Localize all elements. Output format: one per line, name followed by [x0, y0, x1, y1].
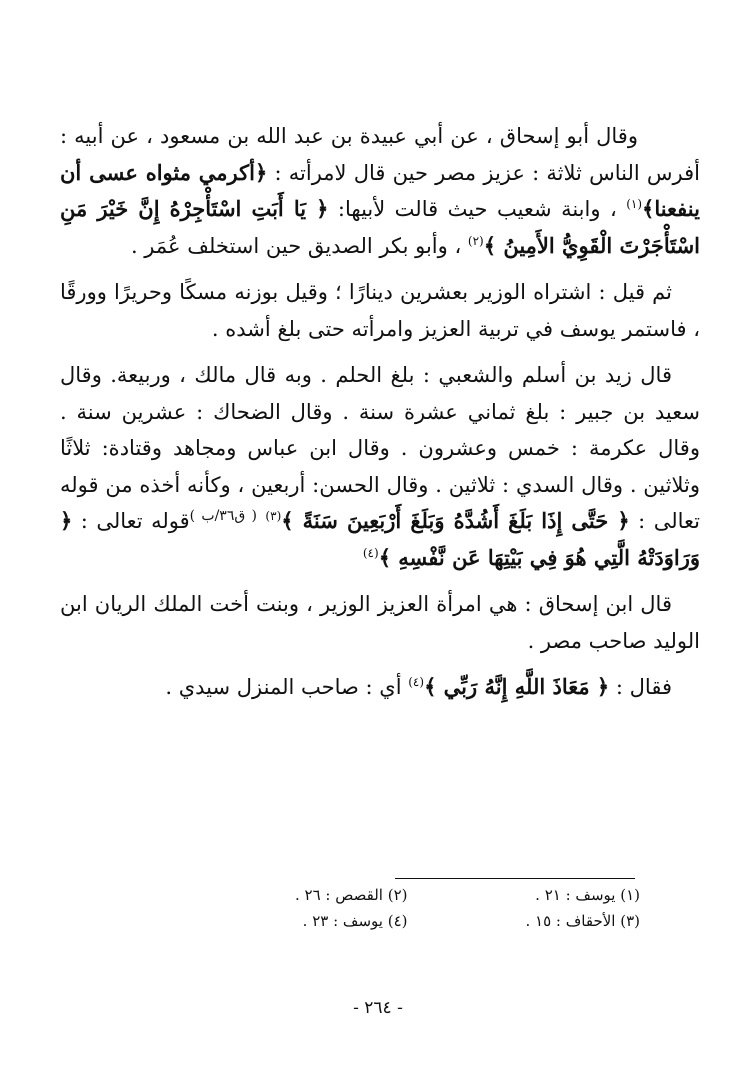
quran-verse-3: ﴿ حَتَّى إِذَا بَلَغَ أَشُدَّهُ وَبَلَغَ أَرْبَعِينَ سَنَةً ﴾: [281, 508, 630, 533]
quran-verse-2: ﴿ يَا أَبَتِ اسْتَأْجِرْهُ إِنَّ خَيْرَ مَنِ اسْتَأْجَرْتَ الْقَوِيُّ الأَمِينُ ﴾: [60, 196, 700, 258]
footnote-4: (٤) يوسف : ٢٣ .: [302, 912, 408, 930]
p1-text-c: ، وأبو بكر الصديق حين استخلف عُمَر .: [130, 233, 462, 258]
footnote-1: (١) يوسف : ٢١ .: [535, 886, 640, 904]
footnote-3: (٣) الأحقاف : ١٥ .: [525, 912, 640, 930]
paragraph-4: قال ابن إسحاق : هي امرأة العزيز الوزير ، وبنت أخت الملك الريان ابن الوليد صاحب مصر .: [60, 592, 700, 653]
page-number: - ٢٦٤ -: [353, 998, 403, 1018]
quran-verse-4: ﴿ وَرَاوَدَتْهُ الَّتِي هُوَ فِي بَيْتِهَا عَن نَّفْسِهِ ﴾: [60, 508, 700, 570]
p1-text-b: ، وابنة شعيب حيث قالت لأبيها:: [337, 197, 617, 221]
footnote-ref-3: (٣): [265, 509, 282, 523]
paragraph-2: ثم قيل : اشتراه الوزير بعشرين دينارًا ؛ وقيل بوزنه مسكًا وحريرًا وورقًا ، فاستمر يوسف في تربية العزيز وامرأته حتى بلغ أشده .: [60, 280, 700, 341]
page-body: [60, 118, 700, 716]
p1-text-a: وقال أبو إسحاق ، عن أبي عبيدة بن عبد الله بن مسعود ، عن أبيه : أفرس الناس ثلاثة : عزيز مصر حين قال لامرأته :: [60, 124, 700, 185]
p5-text-b: أي : صاحب المنزل سيدي .: [165, 675, 402, 699]
paragraph-1: [60, 118, 700, 264]
footnotes: [215, 882, 640, 934]
p3-text-a: قال زيد بن أسلم والشعبي : بلغ الحلم . وبه قال مالك ، وربيعة. وقال سعيد بن جبير : بلغ ثماني عشرة سنة . وقال الضحاك : عشرين سنة . وقال عكرمة : خمس وعشرون . وقال ابن عباس ومجاهد وقتادة: ثلاثًا وثلاثين . وقال السدي : ثلاثين . وقال الحسن: أربعين ، وكأنه أخذه من قوله تعالى :: [60, 363, 700, 533]
manuscript-folio-ref: ( ق٣٦/ب ): [189, 508, 257, 524]
footnote-divider: [395, 878, 635, 879]
footnote-2: (٢) القصص : ٢٦ .: [294, 886, 408, 904]
footnote-ref-4: (٤): [362, 545, 379, 560]
paragraph-3: [60, 357, 700, 576]
footnote-ref-2: (٢): [467, 233, 484, 248]
footnote-ref-5: (٤): [408, 675, 425, 689]
footnote-ref-1: (١): [626, 197, 643, 211]
quran-verse-1: ﴿أكرمي مثواه عسى أن ينفعنا﴾: [60, 159, 700, 221]
quran-verse-5: ﴿ مَعَاذَ اللَّهِ إِنَّهُ رَبِّي ﴾: [424, 674, 610, 699]
p3-text-b: قوله تعالى :: [80, 509, 190, 533]
p5-text-a: فقال :: [615, 675, 672, 699]
paragraph-5: [60, 669, 700, 706]
